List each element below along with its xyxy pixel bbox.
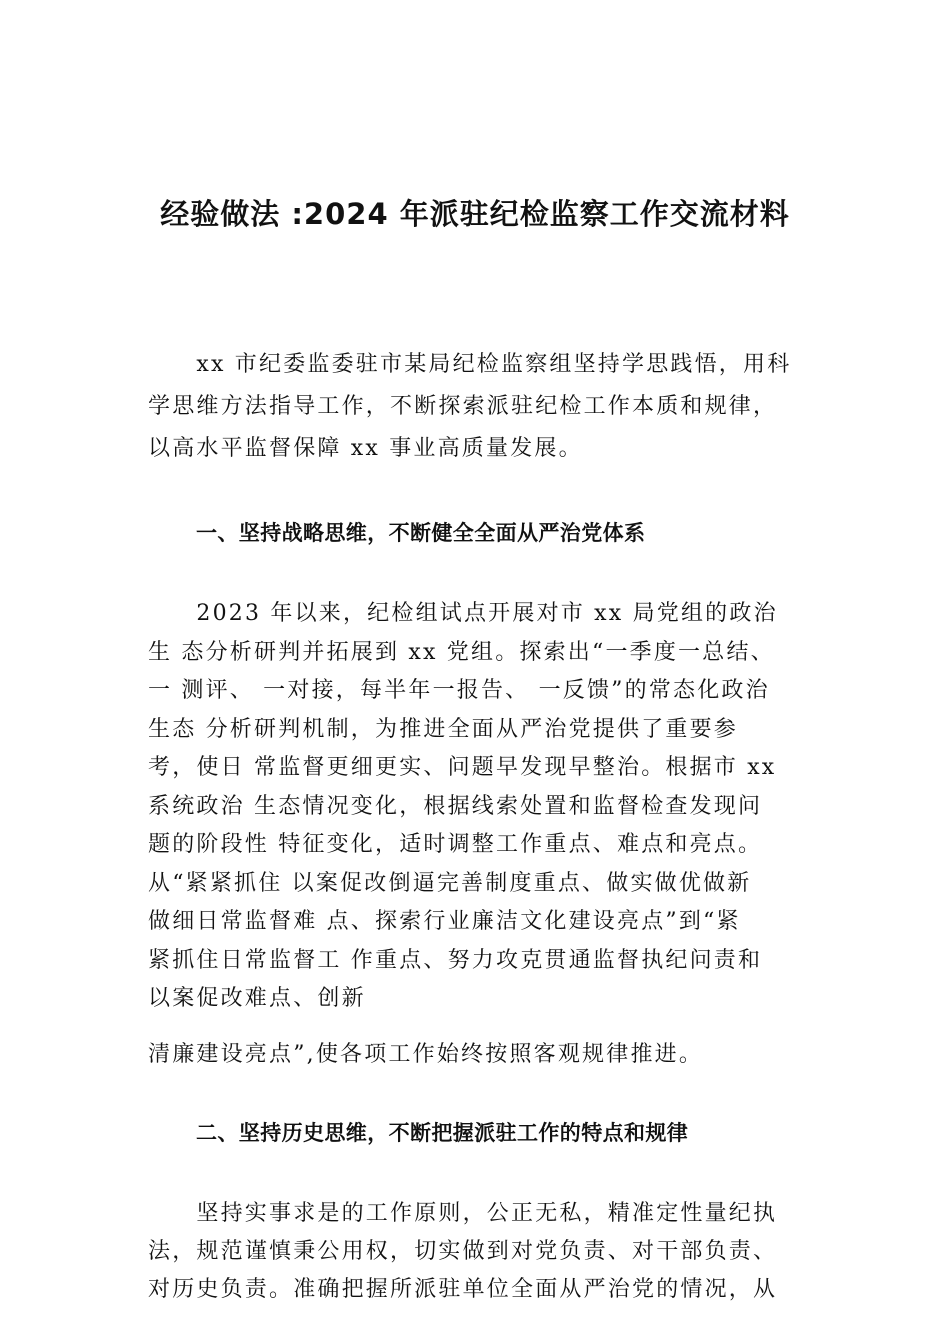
paragraph-line: 以高水平监督保障 xx 事业高质量发展。 bbox=[148, 436, 583, 461]
paragraph-line: 考，使日 常监督更细更实、问题早发现早整治。根据市 xx bbox=[148, 755, 777, 780]
paragraph-line: 生态 分析研判机制，为推进全面从严治党提供了重要参 bbox=[148, 716, 738, 742]
paragraph-line: xx 市纪委监委驻市某局纪检监察组坚持学思践悟，用科 bbox=[148, 352, 792, 377]
paragraph-line: 从“紧紧抓住 以案促改倒逼完善制度重点、做实做优做新 bbox=[148, 870, 752, 896]
paragraph-line: 坚持实事求是的工作原则，公正无私，精准定性量纪执 bbox=[148, 1201, 778, 1226]
paragraph-line: 对历史负责。准确把握所派驻单位全面从严治党的情况，从 bbox=[148, 1277, 778, 1302]
paragraph-line: 清廉建设亮点”,使各项工作始终按照客观规律推进。 bbox=[148, 1042, 704, 1067]
paragraph-line: 系统政治 生态情况变化，根据线索处置和监督检查发现问 bbox=[148, 793, 763, 819]
paragraph-line: 题的阶段性 特征变化，适时调整工作重点、难点和亮点。 bbox=[148, 832, 763, 857]
paragraph-line: 学思维方法指导工作，不断探索派驻纪检工作本质和规律， bbox=[148, 394, 778, 419]
document-title: 经验做法 :2024 年派驻纪检监察工作交流材料 bbox=[160, 197, 790, 231]
paragraph-line: 2023 年以来，纪检组试点开展对市 xx 局党组的政治 bbox=[148, 601, 778, 626]
section-2-paragraph bbox=[148, 1195, 813, 1309]
paragraph-line: 以案促改难点、创新 bbox=[148, 986, 366, 1011]
section-1-paragraph bbox=[148, 595, 813, 1019]
intro-paragraph bbox=[148, 344, 813, 470]
paragraph-line: 生 态分析研判并拓展到 xx 党组。探索出“一季度一总结、 bbox=[148, 639, 775, 665]
section-heading-1: 一、坚持战略思维，不断健全全面从严治党体系 bbox=[196, 521, 646, 545]
section-heading-2: 二、坚持历史思维，不断把握派驻工作的特点和规律 bbox=[196, 1121, 689, 1145]
paragraph-line: 做细日常监督难 点、探索行业廉洁文化建设亮点”到“紧 bbox=[148, 909, 741, 934]
paragraph-line: 一 测评、 一对接，每半年一报告、 一反馈”的常态化政治 bbox=[148, 678, 770, 703]
paragraph-line: 紧抓住日常监督工 作重点、努力攻克贯通监督执纪问责和 bbox=[148, 947, 763, 973]
section-1-tail-paragraph bbox=[148, 1036, 813, 1074]
paragraph-line: 法，规范谨慎秉公用权，切实做到对党负责、对干部负责、 bbox=[148, 1239, 778, 1264]
